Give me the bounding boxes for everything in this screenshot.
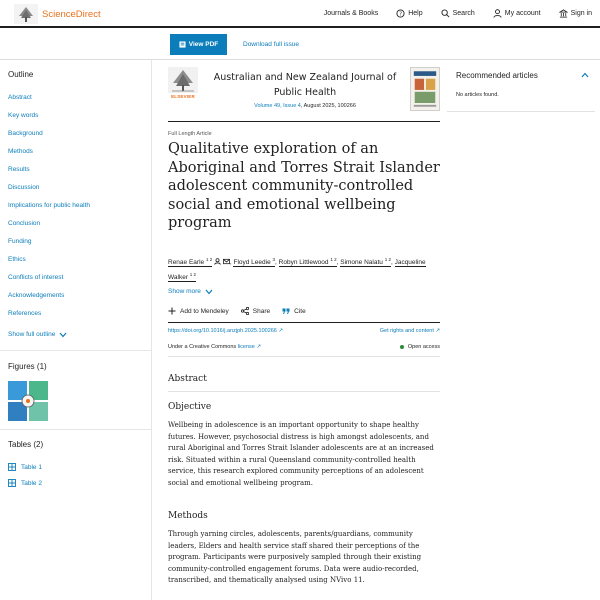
divider [447,111,595,112]
affiliation-sup: 1 2 [205,257,213,262]
journal-issue-meta [202,103,408,109]
outline-item[interactable]: Discussion [8,184,40,191]
article-type: Full Length Article [168,131,212,137]
outline-item[interactable]: Ethics [8,256,26,263]
table-link-label: Table 1 [21,463,42,471]
add-to-mendeley-button[interactable] [168,307,229,315]
divider [0,429,152,430]
methods-paragraph: Through yarning circles, adolescents, parents/guardians, community leaders, Elders and health service staff shared their perceptions of the program. Participants were purposively sampled through their existing community-controlled engagement forums. Data were audio-recorded, transcribed, and thematically analysed using NVivo 11. [168,530,422,585]
outline-item[interactable]: Results [8,166,30,173]
volume-issue-link[interactable]: Volume 49, Issue 4 [254,103,301,109]
table-icon [8,463,16,471]
author-link[interactable] [233,259,275,267]
pdf-icon [179,41,186,48]
open-access-label: Open access [407,344,440,350]
person-icon[interactable] [214,258,221,265]
chevron-down-icon [205,289,213,295]
share-button[interactable] [241,307,270,315]
table-icon [8,479,16,487]
nav-label: Search [452,10,475,17]
outline-item[interactable]: Background [8,130,43,137]
author-name: Robyn Littlewood [278,259,329,267]
author-name: Renae Earle [168,259,205,267]
share-icon [241,307,249,315]
outline-item[interactable]: Abstract [8,94,32,101]
affiliation-sup: 1 2 [189,272,197,278]
author-list: Renae Earle $^{1 2}$ , Floyd Leedie $^3$, Robyn Littlewood $^{1 2}$, Simone Nalatu $^{1 2}$, Jacqueline Walker $^{1 2}$ [168,257,426,282]
doi-link[interactable] [168,328,283,334]
author-name: Simone Nalatu [340,259,383,267]
open-access-dot-icon [400,345,404,349]
open-access-badge [400,344,440,350]
nav-help[interactable] [396,9,422,18]
affiliation-sup: 3 [272,257,276,262]
site-header [0,0,600,28]
no-articles-text: No articles found. [456,92,499,98]
license-line [168,344,261,350]
license-link[interactable]: license ↗ [237,344,261,350]
show-outline-label: Show full outline [8,331,56,338]
objective-heading: Objective [168,402,212,412]
affiliation-sup: 1 2 [330,257,337,262]
outline-item[interactable]: References [8,310,42,317]
nav-label: Journals & Books [323,10,379,17]
nav-label: Sign in [570,10,592,17]
external-link-icon: ↗ [435,328,440,334]
brand-name: ScienceDirect [42,8,101,20]
nav-label: Help [408,10,423,17]
outline-item[interactable]: Methods [8,148,33,155]
tables-title: Tables (2) [8,440,44,449]
outline-item[interactable]: Funding [8,238,32,245]
recommended-title: Recommended articles [456,71,538,80]
journal-title[interactable]: Australian and New Zealand Journal of Public Health [213,72,397,98]
author-name: Floyd Leedie [233,259,271,267]
user-icon [493,9,502,18]
chevron-up-icon[interactable] [581,71,589,79]
left-sidebar [0,60,152,600]
article-actions [168,307,318,315]
divider [168,391,440,392]
nav-sign-in[interactable] [559,9,592,18]
top-nav [306,9,592,18]
table-link-label: Table 2 [21,479,42,487]
nav-search[interactable] [441,9,475,18]
nav-my-account[interactable] [493,9,541,18]
action-label: Share [252,307,271,315]
outline-item[interactable]: Acknowledgements [8,292,65,299]
svg-text:?: ? [399,11,403,18]
article-title: Qualitative exploration of an Aboriginal and Torres Strait Islander adolescent community-controlled social and emotional wellbeing program [168,141,440,231]
divider [168,121,440,122]
divider [168,356,440,357]
quote-icon [282,307,290,315]
elsevier-tree-icon [14,4,38,24]
journal-cover-thumbnail[interactable] [410,67,440,111]
plus-icon [168,307,176,315]
author-name: Jacqueline Walker [168,259,426,282]
affiliation-sup: 1 2 [384,257,391,262]
divider [0,350,152,351]
journal-header [168,67,440,117]
cite-button[interactable] [282,307,306,315]
doi-text: https://doi.org/10.1016/j.anzjph.2025.100266 [168,328,277,334]
author-link[interactable] [340,259,391,267]
article-toolbar [0,30,600,60]
figures-title: Figures (1) [8,362,47,371]
action-label: Cite [294,307,306,315]
show-more-button[interactable] [168,288,213,295]
divider [168,322,440,323]
action-label: Add to Mendeley [180,307,229,315]
figure-thumbnail[interactable] [8,381,48,421]
download-full-issue-link[interactable]: Download full issue [243,41,300,48]
view-pdf-label: View PDF [188,41,219,48]
license-prefix: Under a Creative Commons [168,344,237,350]
sciencedirect-logo[interactable] [14,4,101,24]
outline-item[interactable]: Conclusion [8,220,41,227]
license-link-text: license [237,344,255,350]
view-pdf-button[interactable] [170,34,227,55]
show-full-outline-button[interactable] [8,331,67,338]
institution-icon [559,9,568,18]
email-icon[interactable] [223,258,230,265]
author-link[interactable] [279,259,337,267]
search-icon [441,9,450,18]
rights-text: Get rights and content [379,328,434,334]
table-2-link[interactable] [8,479,42,487]
outline-item[interactable]: Key words [8,112,39,119]
nav-journals-books[interactable] [324,10,378,17]
abstract-heading: Abstract [168,374,207,384]
outline-item[interactable]: Conflicts of interest [8,274,64,281]
nav-label: My account [504,10,541,17]
external-link-icon: ↗ [278,328,284,334]
outline-list [8,93,90,327]
publisher-name: ELSEVIER [171,94,195,99]
methods-heading: Methods [168,511,208,521]
outline-title: Outline [8,70,34,79]
outline-item[interactable]: Implications for public health [8,202,91,209]
objective-paragraph: Wellbeing in adolescence is an important opportunity to shape healthy futures. However, psychosocial distress is high amongst adolescents, and rural Aboriginal and Torres Strait Islander adolescents are at an increased risk. Situated within a rural Queensland community-controlled health service, this research explored community perceptions of an adolescent social and emotional wellbeing program. [168,421,434,487]
show-more-label: Show more [168,288,201,295]
table-1-link[interactable] [8,463,42,471]
issue-date: , August 2025, 100266 [300,103,356,109]
chevron-down-icon [59,332,67,338]
author-link[interactable] [168,259,212,267]
help-circle-icon [396,9,405,18]
rights-link[interactable] [380,328,440,334]
